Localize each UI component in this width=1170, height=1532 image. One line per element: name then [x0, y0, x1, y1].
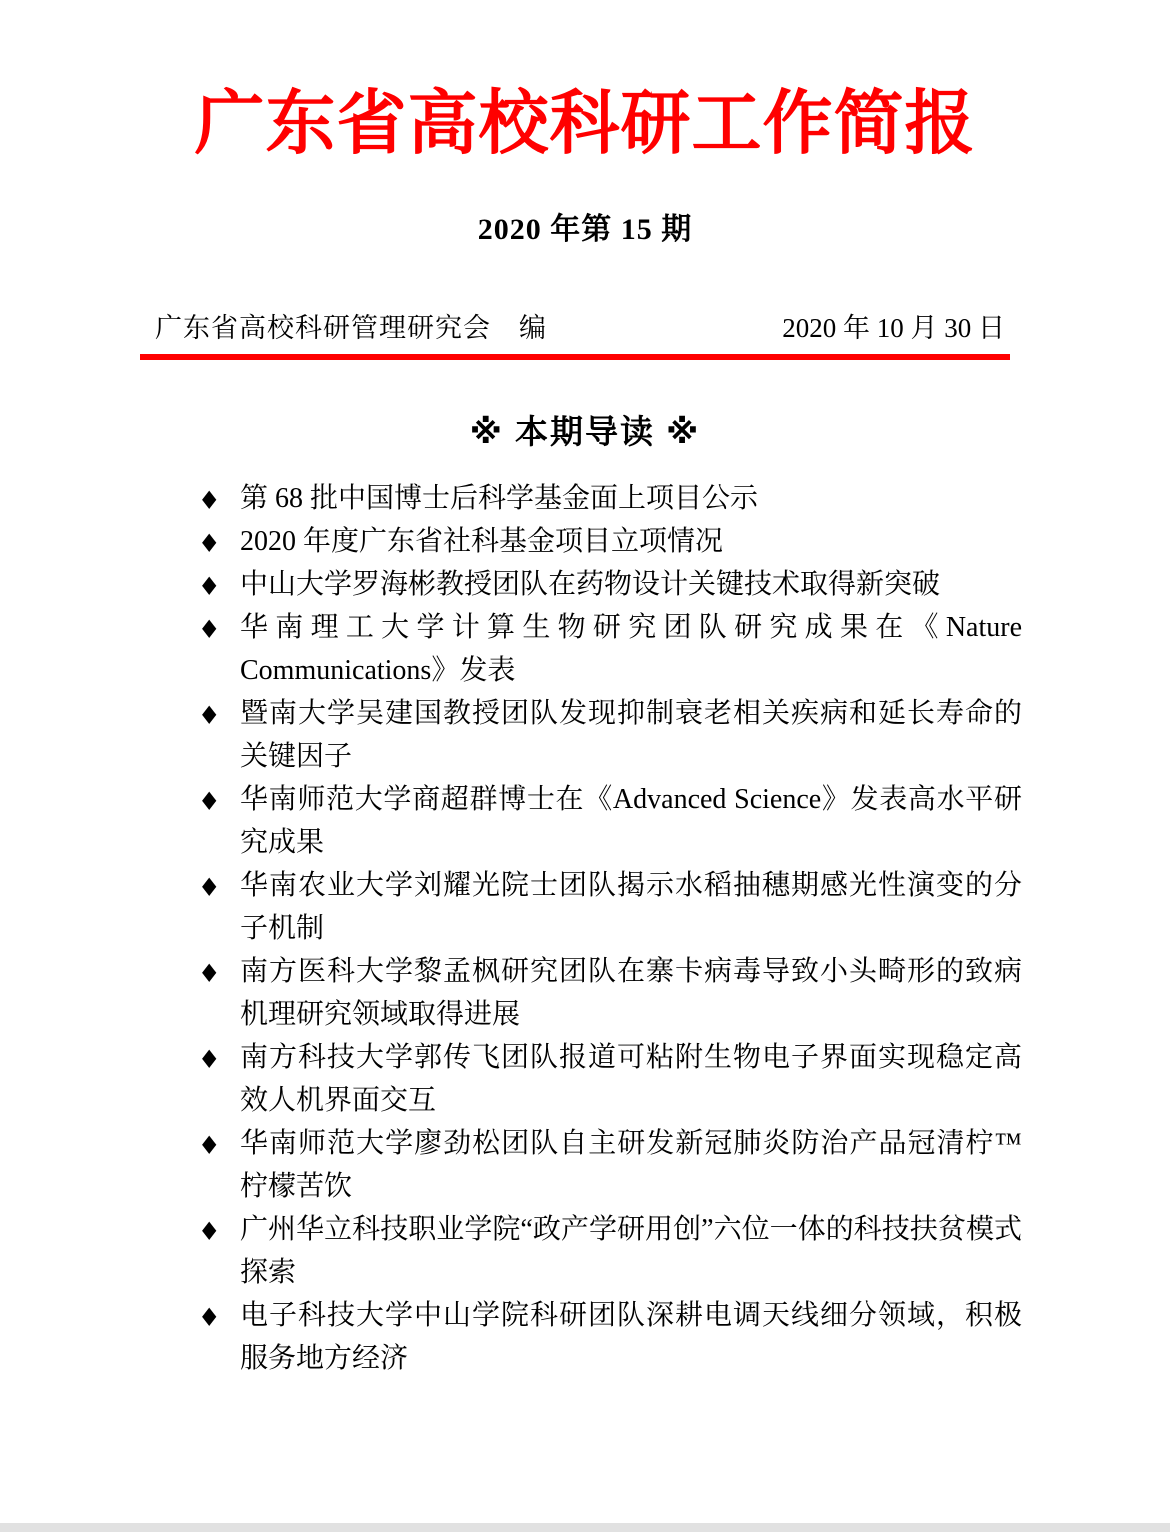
toc-item	[202, 778, 1022, 864]
toc-item-text: 华南师范大学商超群博士在《Advanced Science》发表高水平研究成果	[240, 784, 1022, 859]
toc-item-text: 南方科技大学郭传飞团队报道可粘附生物电子界面实现稳定高效人机界面交互	[240, 1042, 1022, 1117]
toc-item	[202, 950, 1022, 1036]
section-heading: ※ 本期导读 ※	[469, 413, 701, 451]
masthead	[155, 306, 1005, 345]
diamond-bullet-icon: ◆	[202, 613, 217, 642]
toc-item	[202, 692, 1022, 778]
diamond-bullet-icon: ◆	[202, 1129, 217, 1158]
toc-item	[202, 520, 1022, 563]
toc-item	[202, 1036, 1022, 1122]
toc-item-text: 广州华立科技职业学院“政产学研用创”六位一体的科技扶贫模式探索	[240, 1214, 1022, 1289]
diamond-bullet-icon: ◆	[202, 527, 217, 556]
toc-item-text: 第 68 批中国博士后科学基金面上项目公示	[240, 483, 759, 515]
toc-item-text: 南方医科大学黎孟枫研究团队在寨卡病毒导致小头畸形的致病机理研究领域取得进展	[240, 956, 1022, 1031]
diamond-bullet-icon: ◆	[202, 570, 217, 599]
toc-item-text: 暨南大学吴建国教授团队发现抑制衰老相关疾病和延长寿命的关键因子	[240, 698, 1022, 773]
toc-item	[202, 606, 1022, 692]
toc-item	[202, 1122, 1022, 1208]
toc-item-text: 华南理工大学计算生物研究团队研究成果在《Nature Communications》发表	[240, 612, 1022, 687]
toc-item-text: 华南农业大学刘耀光院士团队揭示水稻抽穗期感光性演变的分子机制	[240, 870, 1022, 945]
diamond-bullet-icon: ◆	[202, 957, 217, 986]
issue-number: 2020 年第 15 期	[477, 213, 693, 247]
diamond-bullet-icon: ◆	[202, 1043, 217, 1072]
red-divider	[140, 354, 1010, 360]
diamond-bullet-icon: ◆	[202, 1301, 217, 1330]
diamond-bullet-icon: ◆	[202, 1215, 217, 1244]
toc-item	[202, 477, 1022, 520]
diamond-bullet-icon: ◆	[202, 484, 217, 513]
editor-line: 广东省高校科研管理研究会 编	[155, 313, 547, 344]
toc-item	[202, 563, 1022, 606]
publication-date: 2020 年 10 月 30 日	[782, 313, 1005, 344]
toc-item	[202, 864, 1022, 950]
toc-item	[202, 1208, 1022, 1294]
page-edge-bar	[0, 1523, 1170, 1532]
toc-list	[0, 477, 1170, 1380]
toc-item-text: 华南师范大学廖劲松团队自主研发新冠肺炎防治产品冠清柠™柠檬苦饮	[240, 1128, 1022, 1203]
diamond-bullet-icon: ◆	[202, 871, 217, 900]
toc-item	[202, 1294, 1022, 1380]
diamond-bullet-icon: ◆	[202, 699, 217, 728]
toc-item-text: 2020 年度广东省社科基金项目立项情况	[240, 526, 724, 558]
toc-item-text: 电子科技大学中山学院科研团队深耕电调天线细分领域，积极服务地方经济	[240, 1300, 1022, 1375]
diamond-bullet-icon: ◆	[202, 785, 217, 814]
document-title: 广东省高校科研工作简报	[194, 86, 976, 163]
toc-item-text: 中山大学罗海彬教授团队在药物设计关键技术取得新突破	[240, 569, 941, 601]
